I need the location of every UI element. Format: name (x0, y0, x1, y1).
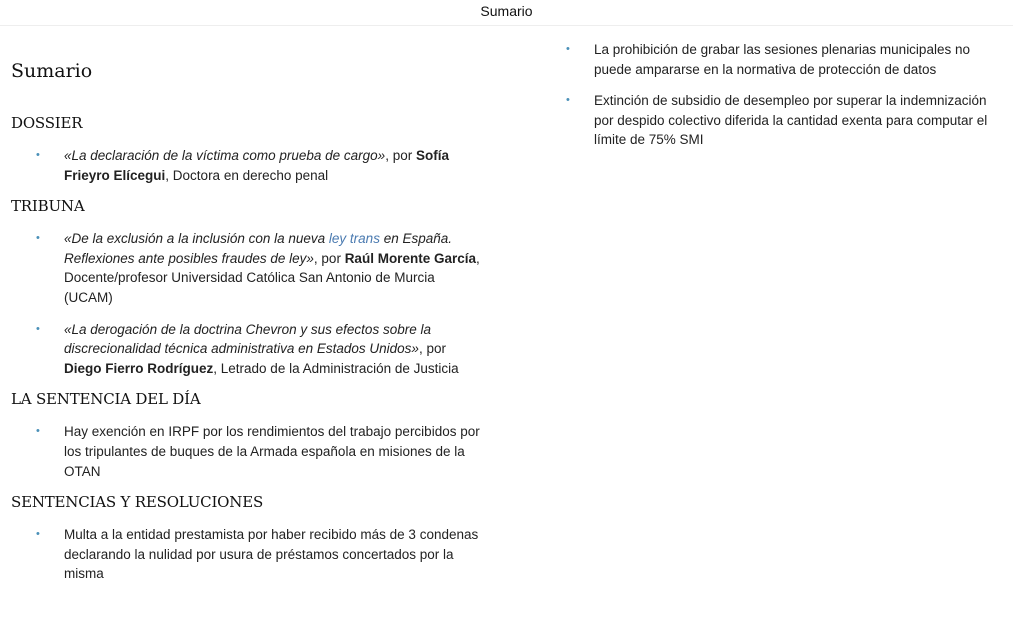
by-text: , por (385, 148, 416, 163)
by-text: , por (313, 250, 345, 266)
summary-left-column (11, 60, 481, 596)
article-author: Raúl Morente García (344, 250, 476, 266)
section-title-dossier: DOSSIER (11, 114, 83, 132)
list-item (11, 320, 481, 379)
list-item (560, 91, 1005, 150)
section-title-sentencias: SENTENCIAS Y RESOLUCIONES (11, 493, 264, 512)
bullet-icon: • (566, 43, 570, 55)
list-item (11, 146, 481, 185)
bullet-icon: • (36, 232, 40, 245)
author-role: , Doctora en derecho penal (165, 167, 329, 183)
article-title[interactable]: «De la exclusión a la inclusión con la nueva (64, 231, 329, 247)
list-item (560, 40, 1005, 79)
bullet-icon: • (36, 149, 40, 161)
article-title[interactable]: Extinción de subsidio de desempleo por superar la indemnización por despido colectivo diferida la cantidad exenta para computar el límite de 75% SMI (594, 93, 988, 148)
by-text: , por (418, 341, 446, 357)
dossier-list (11, 146, 481, 185)
tribuna-list (11, 229, 481, 378)
bullet-icon: • (36, 528, 40, 541)
section-title-tribuna: TRIBUNA (11, 197, 85, 216)
page-title: Sumario (11, 60, 93, 82)
article-title[interactable]: «La derogación de la doctrina Chevron y sus efectos sobre la discrecionalidad técnica administrativa en Estados Unidos» (64, 321, 431, 357)
ley-trans-link[interactable]: ley trans (328, 231, 380, 247)
bullet-icon: • (36, 322, 40, 335)
sentencia-dia-list (11, 422, 481, 481)
page-header (0, 0, 1013, 26)
article-title[interactable]: Hay exención en IRPF por los rendimientos del trabajo percibidos por los tripulantes de buques de la Armada española en misiones de la OTAN (64, 424, 480, 479)
author-role: , Docente/profesor Universidad Católica San Antonio de Murcia (UCAM) (64, 250, 480, 305)
list-item (11, 229, 481, 307)
article-title[interactable]: La prohibición de grabar las sesiones plenarias municipales no puede ampararse en la normativa de protección de datos (594, 42, 970, 77)
bullet-icon: • (36, 425, 40, 438)
article-title[interactable]: Multa a la entidad prestamista por haber recibido más de 3 condenas declarando la nulidad por usura de préstamos concertados por la misma (64, 527, 479, 582)
article-author: Sofía Frieyro Elícegui (64, 148, 449, 183)
section-title-sentencia-dia: LA SENTENCIA DEL DÍA (11, 390, 201, 409)
summary-right-column (560, 40, 1005, 162)
sentencias-list-right (560, 40, 1005, 150)
bullet-icon: • (566, 94, 570, 107)
article-author: Diego Fierro Rodríguez (64, 360, 214, 376)
article-title-cont[interactable]: en España. Reflexiones ante posibles fraudes de ley» (64, 231, 453, 266)
list-item (11, 525, 481, 584)
sentencias-list-left (11, 525, 481, 584)
article-title[interactable]: «La declaración de la víctima como prueba de cargo» (64, 148, 386, 163)
header-title: Sumario (480, 3, 533, 19)
list-item (11, 422, 481, 481)
author-role: , Letrado de la Administración de Justicia (213, 360, 459, 376)
